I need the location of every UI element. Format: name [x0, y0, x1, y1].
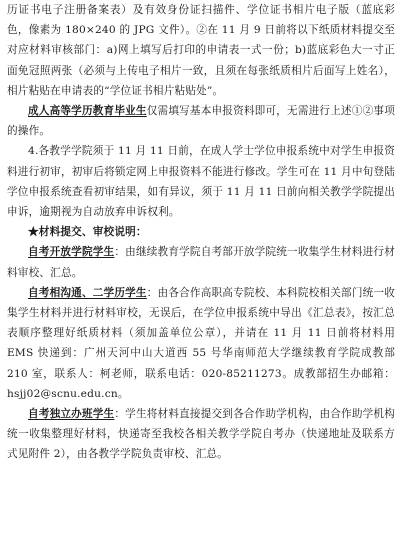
independent-class-label: 自考独立办班学生	[28, 408, 115, 421]
independent-class-text: ：学生将材料直接提交到各合作助学机构，由合作助学机构统一收集整理好材料，快递寄至我校各相关教学学院自考办（快递地址及联系方式见附件 2），由各教学学院负责审校、汇总。	[7, 408, 395, 461]
open-college-label: 自考开放学院学生	[28, 246, 115, 259]
paragraph-adult-graduates	[7, 101, 395, 141]
adult-graduates-label: 成人高等学历教育毕业生	[28, 105, 147, 118]
open-college-text: ：由继续教育学院自考部开放学院统一收集学生材料进行材料审校、汇总。	[7, 246, 395, 279]
second-degree-label: 自考相沟通、二学历学生	[28, 286, 147, 299]
second-degree-text: ：由各合作高职高专院校、本科院校相关部门统一收集学生材料并进行材料审校，无误后，在学位申报系统中导出《汇总表》，按汇总表顺序整理好纸质材料（须加盖单位公章），并请在 11 月 11 日前将材料用 EMS 快递到：广州天河中山大道西 55 号华南师范大学继续教育学院成教部 210 室，联系人：柯老师，联系电话：020-85211273。成教部招生办邮箱：hsjj02@scnu.edu.cn。	[7, 286, 395, 400]
paragraph-initial-review: 4.各教学学院须于 11 月 11 日前，在成人学士学位申报系统中对学生申报资料进行初审，初审后将锁定网上申报资料不能进行修改。学生可在 11 月中旬登陆学位申报系统查看初审结果，如有异议，须于 11 月 11 日前向相关教学学院提出申诉，逾期视为自动放弃申诉权利。	[7, 145, 395, 219]
adult-graduates-text: 仅需填写基本申报资料即可，无需进行上述①②事项的操作。	[7, 105, 395, 138]
paragraph-second-degree	[7, 283, 395, 404]
paragraph-independent-class	[7, 404, 395, 465]
heading-materials-review: ★材料提交、审校说明：	[28, 226, 147, 239]
paragraph-open-college	[7, 242, 395, 282]
paragraph-submission-steps: 历证书电子注册备案表）及有效身份证扫描件、学位证书相片电子版（蓝底彩色，像素为 180×240 的 JPG 文件）。②在 11 月 9 日前将以下纸质材料提交至对应材料审核部门：a)网上填写后打印的申请表一式一份；b)蓝底彩色大一寸正面免冠照两张（必须与上传电子相片一致，且须在每张纸质相片后面写上姓名），相片粘贴在申请表的“学位证书相片粘贴处”。	[7, 4, 395, 97]
